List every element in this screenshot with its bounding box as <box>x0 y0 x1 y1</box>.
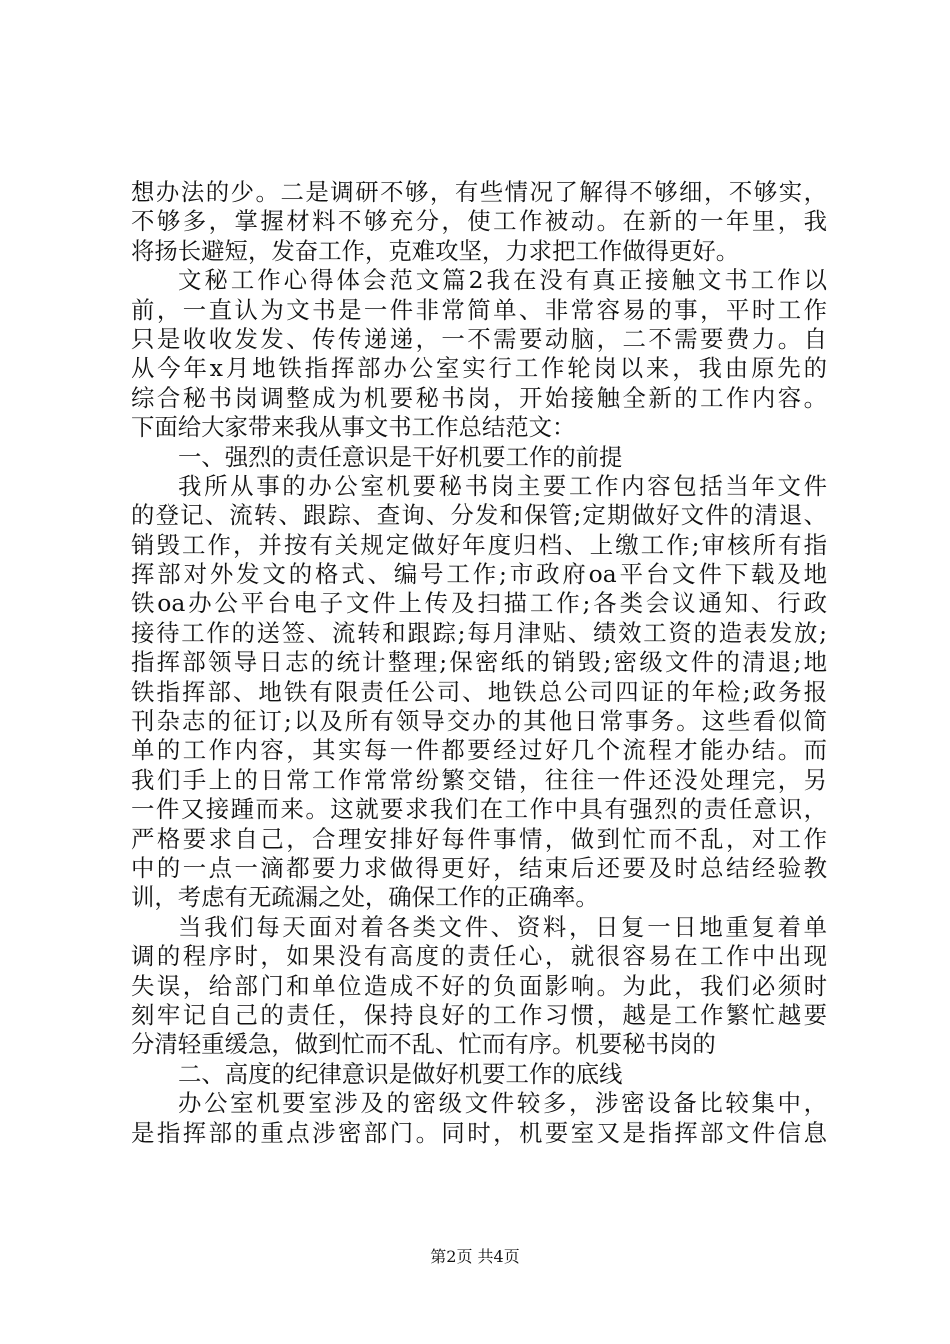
text-line: 我所从事的办公室机要秘书岗主要工作内容包括当年文件 <box>178 471 827 500</box>
text-line: 下面给大家带来我从事文书工作总结范文： <box>131 413 576 442</box>
text-line: 我们手上的日常工作常常纷繁交错，往往一件还没处理完，另 <box>131 765 827 794</box>
text-line: 指挥部领导日志的统计整理;保密纸的销毁;密级文件的清退;地 <box>131 648 827 677</box>
text-line: 接待工作的送签、流转和跟踪;每月津贴、绩效工资的造表发放; <box>131 618 827 647</box>
text-line: 铁oa办公平台电子文件上传及扫描工作;各类会议通知、行政 <box>131 589 827 618</box>
text-line: 失误，给部门和单位造成不好的负面影响。为此，我们必须时 <box>131 971 827 1000</box>
text-line: 从今年x月地铁指挥部办公室实行工作轮岗以来，我由原先的 <box>131 354 827 383</box>
text-line: 办公室机要室涉及的密级文件较多，涉密设备比较集中， <box>178 1089 827 1118</box>
text-line: 将扬长避短，发奋工作，克难攻坚，力求把工作做得更好。 <box>131 236 740 265</box>
text-line: 调的程序时，如果没有高度的责任心，就很容易在工作中出现 <box>131 942 827 971</box>
text-line: 挥部对外发文的格式、编号工作;市政府oa平台文件下载及地 <box>131 560 827 589</box>
text-line: 严格要求自己，合理安排好每件事情，做到忙而不乱，对工作 <box>131 824 827 853</box>
text-line: 当我们每天面对着各类文件、资料，日复一日地重复着单 <box>178 912 827 941</box>
text-line: 不够多，掌握材料不够充分，使工作被动。在新的一年里，我 <box>131 207 827 236</box>
text-line: 销毁工作，并按有关规定做好年度归档、上缴工作;审核所有指 <box>131 530 827 559</box>
text-line: 铁指挥部、地铁有限责任公司、地铁总公司四证的年检;政务报 <box>131 677 827 706</box>
section-heading: 二、高度的纪律意识是做好机要工作的底线 <box>178 1059 623 1088</box>
page-footer: 第2页 共4页 <box>430 1247 520 1266</box>
text-line: 刻牢记自己的责任，保持良好的工作习惯，越是工作繁忙越要 <box>131 1000 827 1029</box>
document-body <box>131 178 827 1148</box>
text-line: 综合秘书岗调整成为机要秘书岗，开始接触全新的工作内容。 <box>131 383 827 412</box>
text-line: 刊杂志的征订;以及所有领导交办的其他日常事务。这些看似简 <box>131 707 827 736</box>
text-line: 的登记、流转、跟踪、查询、分发和保管;定期做好文件的清退、 <box>131 501 827 530</box>
text-line: 只是收收发发、传传递递，一不需要动脑，二不需要费力。自 <box>131 324 827 353</box>
text-line: 前，一直认为文书是一件非常简单、非常容易的事，平时工作 <box>131 295 827 324</box>
text-line: 分清轻重缓急，做到忙而不乱、忙而有序。机要秘书岗的 <box>131 1030 716 1059</box>
text-line: 是指挥部的重点涉密部门。同时，机要室又是指挥部文件信息 <box>131 1118 827 1147</box>
text-line: 想办法的少。二是调研不够，有些情况了解得不够细，不够实， <box>131 178 827 206</box>
text-line: 单的工作内容，其实每一件都要经过好几个流程才能办结。而 <box>131 736 827 765</box>
text-line: 文秘工作心得体会范文篇2我在没有真正接触文书工作以 <box>178 266 827 295</box>
text-line: 一件又接踵而来。这就要求我们在工作中具有强烈的责任意识， <box>131 795 827 824</box>
section-heading: 一、强烈的责任意识是干好机要工作的前提 <box>178 442 623 471</box>
text-line: 中的一点一滴都要力求做得更好，结束后还要及时总结经验教 <box>131 853 827 882</box>
text-line: 训，考虑有无疏漏之处，确保工作的正确率。 <box>131 883 599 912</box>
